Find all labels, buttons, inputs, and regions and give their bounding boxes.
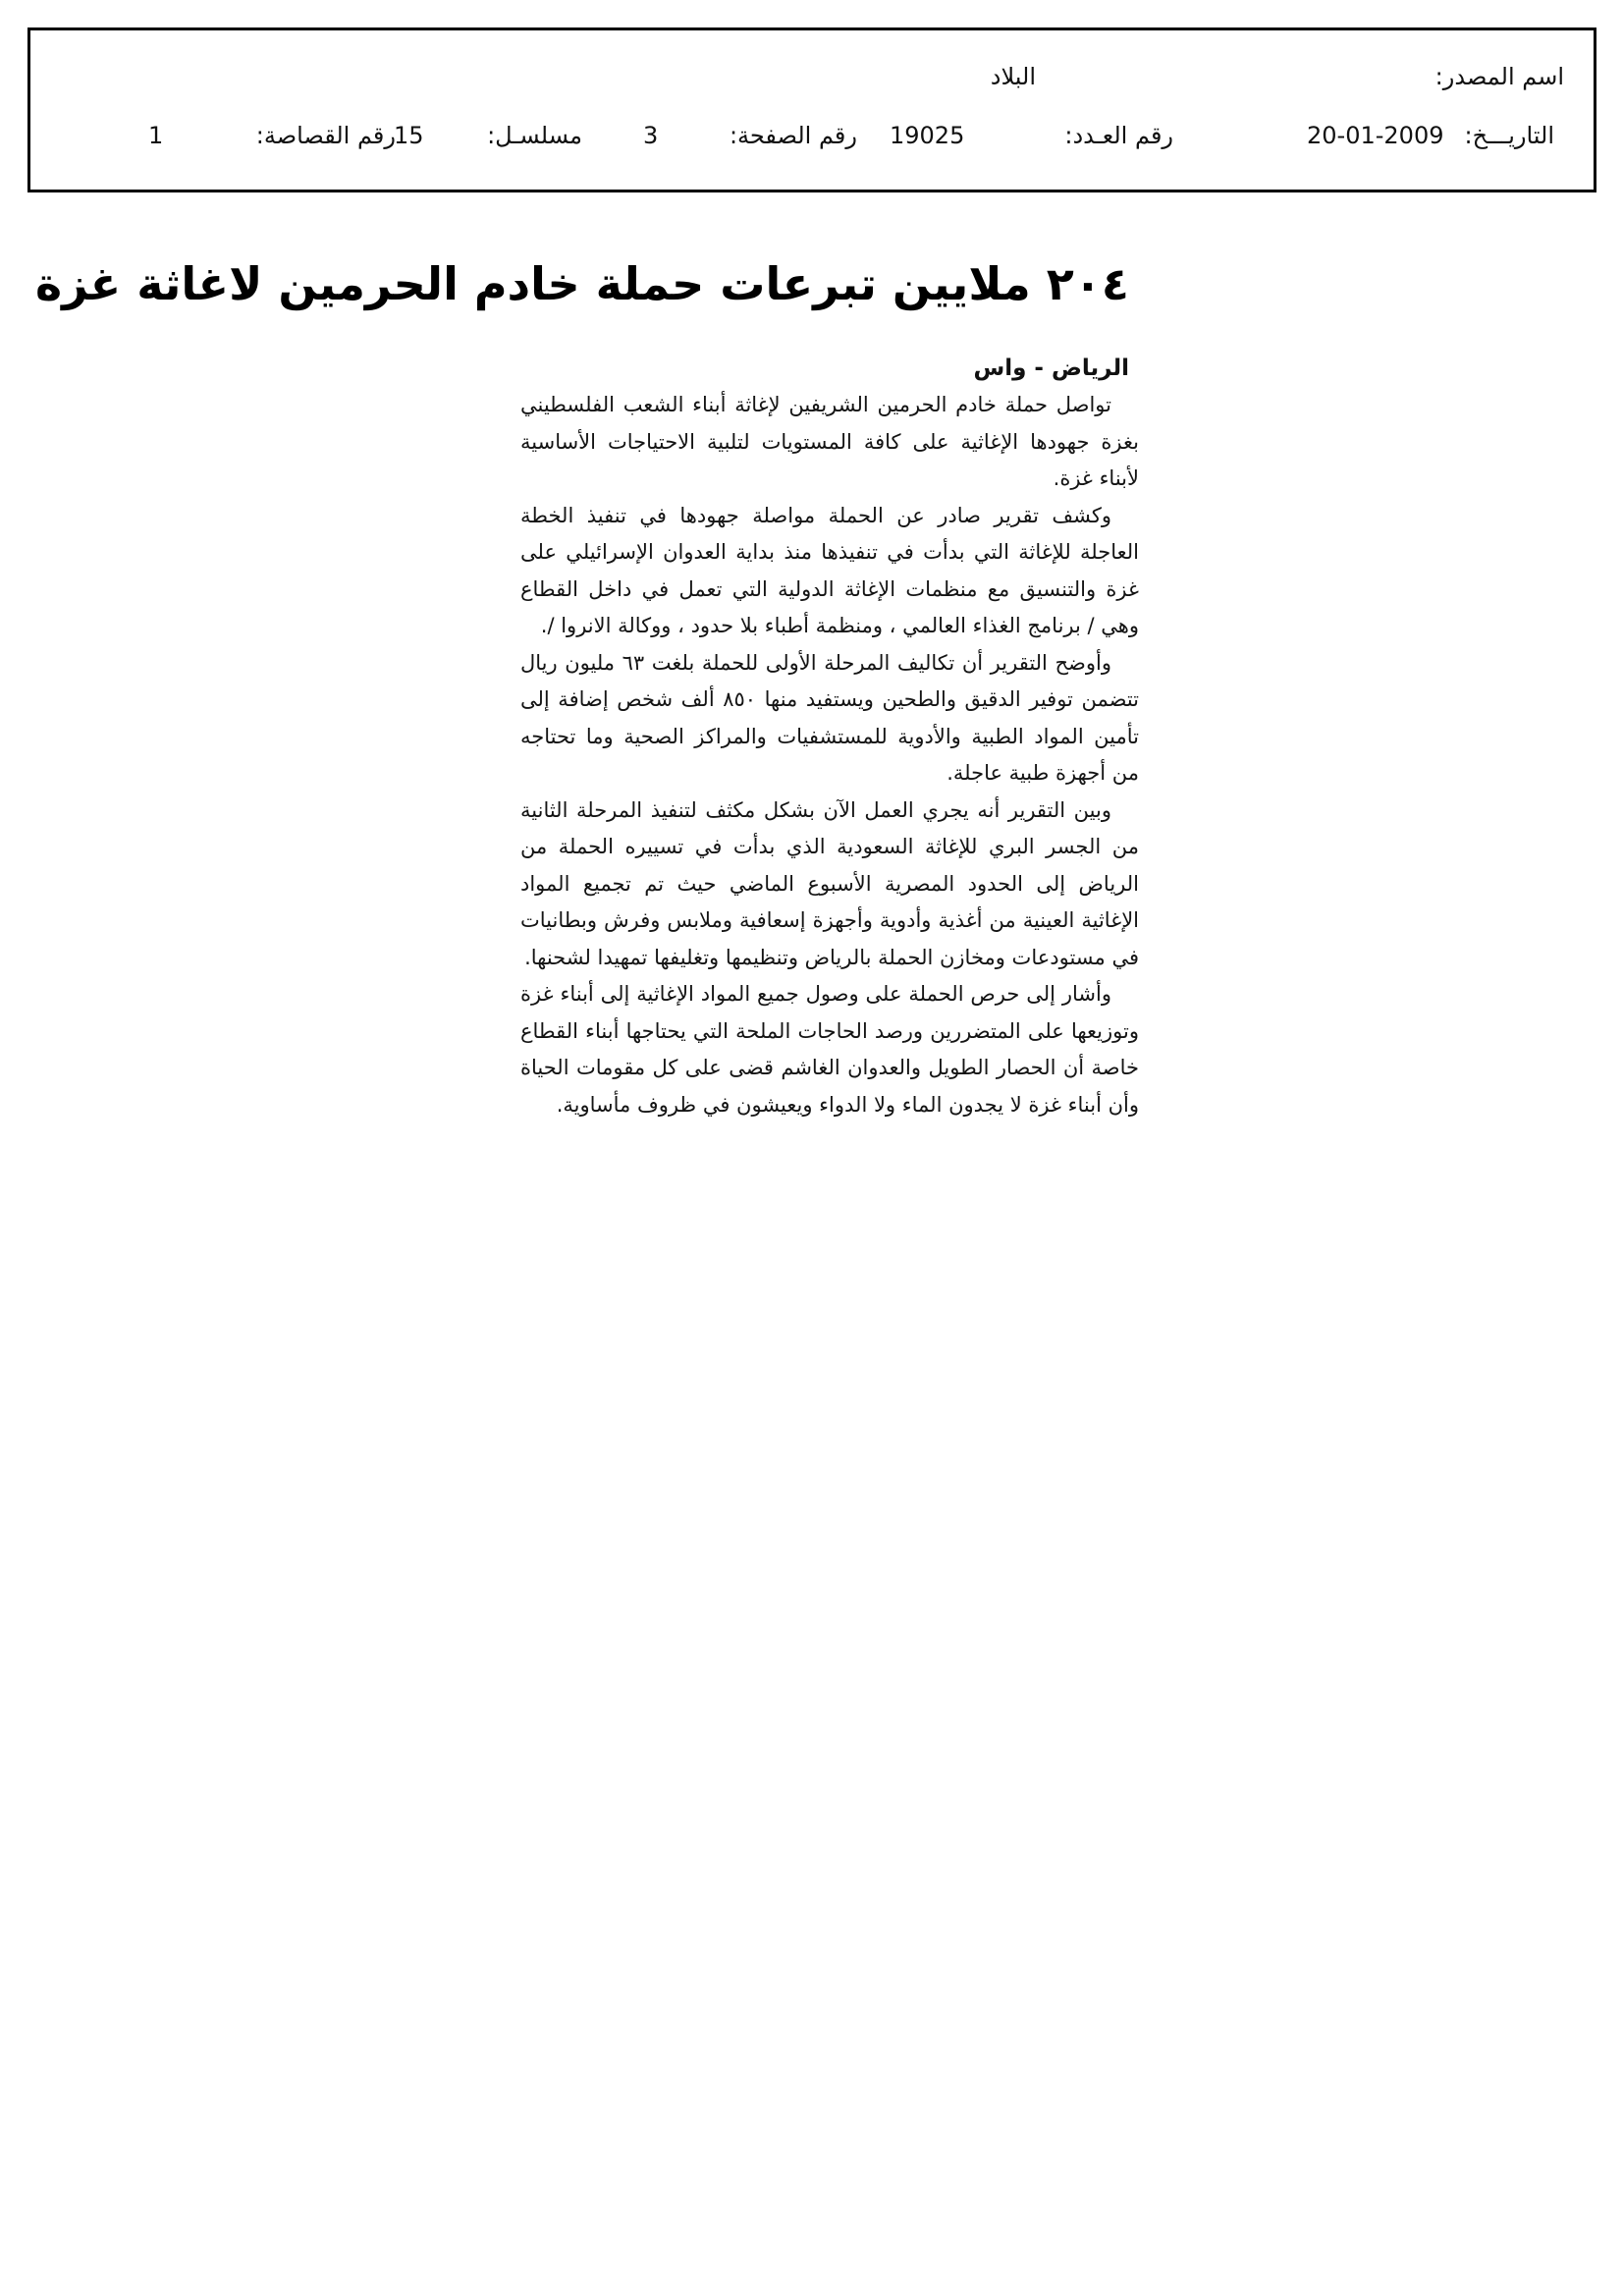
clip-number-label: رقم القصاصة: (255, 122, 396, 149)
page-label: رقم الصفحة: (729, 122, 857, 149)
article-paragraph: وبين التقرير أنه يجري العمل الآن بشكل مكثف لتنفيذ المرحلة الثانية من الجسر البري للإغاثة السعودية الذي بدأت في تسييره الحملة من الرياض إلى الحدود المصرية الأسبوع الماضي حيث تم تجميع المواد الإغاثية العينية من أغذية وأدوية وأجهزة إسعافية وملابس وفرش وبطانيات في مستودعات ومخازن الحملة بالرياض وتنظيمها وتغليفها تمهيدا لشحنها. (520, 797, 1139, 969)
article-dateline: الرياض - واس (973, 355, 1129, 381)
article-paragraph: تواصل حملة خادم الحرمين الشريفين لإغاثة أبناء الشعب الفلسطيني بغزة جهودها الإغاثية على كافة المستويات لتلبية الاحتياجات الأساسية لأبناء غزة. (520, 393, 1139, 490)
clip-number-value: 1 (148, 122, 164, 149)
page-value: 3 (643, 122, 659, 149)
clipping-metadata-box (27, 27, 1596, 192)
article-paragraph: وأوضح التقرير أن تكاليف المرحلة الأولى للحملة بلغت ٦٣ مليون ريال تتضمن توفير الدقيق والطحين ويستفيد منها ٨٥٠ ألف شخص إضافة إلى تأمين المواد الطبية والأدوية للمستشفيات والمراكز الصحية وما تحتاجه من أجهزة طبية عاجلة. (520, 650, 1139, 785)
issue-value: 19025 (890, 122, 965, 149)
source-value: البلاد (990, 63, 1036, 90)
article-headline: ٢٠٤ ملايين تبرعات حملة خادم الحرمين لاغاثة غزة (35, 257, 1129, 310)
article-body (520, 387, 1139, 1123)
date-value: 20-01-2009 (1307, 122, 1444, 149)
source-label: اسم المصدر: (1434, 63, 1564, 90)
article-paragraph: وأشار إلى حرص الحملة على وصول جميع المواد الإغاثية إلى أبناء غزة وتوزيعها على المتضررين ورصد الحاجات الملحة التي يحتاجها أبناء القطاع خاصة أن الحصار الطويل والعدوان الغاشم قضى على كل مقومات الحياة وأن أبناء غزة لا يجدون الماء ولا الدواء ويعيشون في ظروف مأساوية. (520, 982, 1139, 1117)
date-label: التاريـــخ: (1464, 122, 1554, 149)
issue-label: رقم العـدد: (1064, 122, 1173, 149)
article-paragraph: وكشف تقرير صادر عن الحملة مواصلة جهودها في تنفيذ الخطة العاجلة للإغاثة التي بدأت في تنفيذها منذ بداية العدوان الإسرائيلي على غزة والتنسيق مع منظمات الإغاثة الدولية التي تعمل في داخل القطاع وهي / برنامج الغذاء العالمي ، ومنظمة أطباء بلا حدود ، ووكالة الانروا /. (520, 503, 1139, 637)
serial-value: 15 (394, 122, 424, 149)
serial-label: مسلسـل: (487, 122, 582, 149)
